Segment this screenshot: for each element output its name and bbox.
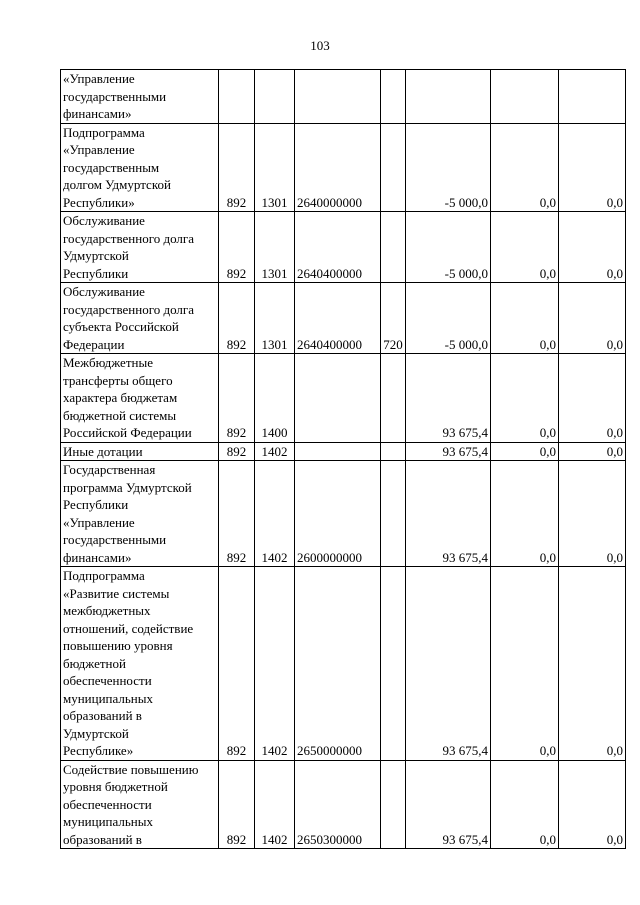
cell-s1: -5 000,0 [406, 283, 491, 354]
cell-gr [219, 70, 255, 124]
cell-s2: 0,0 [491, 760, 559, 849]
row-name-cell [61, 461, 219, 567]
row-name-line: Республики [63, 265, 129, 281]
cell-vr [381, 442, 406, 461]
row-name-line: финансами» [63, 106, 132, 121]
row-name-line: программа Удмуртской [63, 479, 192, 495]
table-row [61, 442, 626, 461]
cell-s1: 93 675,4 [406, 567, 491, 761]
cell-vr [381, 760, 406, 849]
page-number: 103 [310, 38, 330, 53]
cell-s2: 0,0 [491, 123, 559, 212]
cell-gr: 892 [219, 567, 255, 761]
cell-gr: 892 [219, 461, 255, 567]
cell-s2: 0,0 [491, 461, 559, 567]
cell-s1: -5 000,0 [406, 212, 491, 283]
cell-sec: 1400 [255, 354, 295, 443]
cell-csr: 2650300000 [295, 760, 381, 849]
row-name-line: отношений, содействие [63, 620, 194, 636]
row-name-line: Подпрограмма [63, 124, 145, 140]
row-name-line: Подпрограмма [63, 568, 145, 583]
row-name-line: межбюджетных [63, 603, 151, 618]
cell-s3: 0,0 [559, 212, 626, 283]
cell-vr [381, 354, 406, 443]
cell-s3: 0,0 [559, 354, 626, 443]
cell-s3: 0,0 [559, 461, 626, 567]
row-name-line: финансами» [63, 549, 132, 565]
table-row [61, 283, 626, 354]
cell-sec [255, 70, 295, 124]
table-body [61, 70, 626, 849]
row-name-line: «Управление [63, 71, 135, 86]
row-name-line: «Управление [63, 142, 135, 157]
cell-s2: 0,0 [491, 567, 559, 761]
row-name-line: «Развитие системы [63, 585, 170, 601]
row-name-line: образований в [63, 708, 142, 723]
row-name-line: Российской Федерации [63, 425, 192, 440]
row-name-line: муниципальных [63, 690, 154, 706]
table-row [61, 70, 626, 124]
cell-gr: 892 [219, 123, 255, 212]
row-name-line: Межбюджетные [63, 355, 153, 370]
row-name-cell [61, 354, 219, 443]
cell-s3: 0,0 [559, 760, 626, 849]
row-name-line: Государственная [63, 462, 156, 477]
cell-csr: 2640400000 [295, 212, 381, 283]
cell-s1: 93 675,4 [406, 760, 491, 849]
cell-sec: 1301 [255, 212, 295, 283]
row-name-line: субъекта Российской [63, 319, 179, 334]
row-name-line: Удмуртской [63, 248, 129, 263]
cell-vr [381, 567, 406, 761]
cell-s3: 0,0 [559, 567, 626, 761]
row-name-line: Республики» [63, 194, 135, 210]
table-row [61, 212, 626, 283]
cell-s2 [491, 70, 559, 124]
row-name-cell [61, 567, 219, 761]
row-name-cell [61, 760, 219, 849]
table-row [61, 461, 626, 567]
cell-csr: 2600000000 [295, 461, 381, 567]
cell-gr: 892 [219, 283, 255, 354]
row-name-line: Республике» [63, 743, 134, 758]
cell-csr [295, 70, 381, 124]
cell-sec: 1301 [255, 283, 295, 354]
row-name-cell [61, 442, 219, 461]
cell-s3: 0,0 [559, 283, 626, 354]
row-name-line: повышению уровня [63, 638, 173, 653]
row-name-line: бюджетной [63, 655, 126, 671]
row-name-cell [61, 283, 219, 354]
cell-csr: 2640400000 [295, 283, 381, 354]
table-row [61, 354, 626, 443]
cell-gr: 892 [219, 442, 255, 461]
cell-gr: 892 [219, 354, 255, 443]
row-name-line: Обслуживание [63, 213, 145, 228]
row-name-line: Удмуртской [63, 725, 129, 741]
table-row [61, 123, 626, 212]
cell-csr [295, 442, 381, 461]
row-name-line: обеспеченности [63, 673, 152, 688]
cell-s1: 93 675,4 [406, 354, 491, 443]
row-name-line: муниципальных [63, 814, 154, 829]
row-name-line: государственного долга [63, 301, 194, 317]
row-name-line: Федерации [63, 336, 125, 352]
cell-s1 [406, 70, 491, 124]
row-name-line: Республики [63, 497, 129, 512]
cell-sec: 1402 [255, 760, 295, 849]
row-name-line: государственного долга [63, 230, 194, 246]
row-name-line: Обслуживание [63, 284, 145, 299]
row-name-cell [61, 123, 219, 212]
cell-s2: 0,0 [491, 283, 559, 354]
cell-sec: 1402 [255, 567, 295, 761]
row-name-line: Содействие повышению [63, 761, 199, 777]
row-name-line: трансферты общего [63, 372, 173, 388]
row-name-cell [61, 212, 219, 283]
cell-vr [381, 123, 406, 212]
cell-gr: 892 [219, 760, 255, 849]
cell-s3 [559, 70, 626, 124]
table-row [61, 760, 626, 849]
cell-s2: 0,0 [491, 212, 559, 283]
cell-gr: 892 [219, 212, 255, 283]
cell-sec: 1402 [255, 442, 295, 461]
row-name-line: характера бюджетам [63, 390, 178, 405]
row-name-line: долгом Удмуртской [63, 177, 171, 192]
cell-s1: 93 675,4 [406, 461, 491, 567]
cell-s1: -5 000,0 [406, 123, 491, 212]
cell-sec: 1402 [255, 461, 295, 567]
cell-s2: 0,0 [491, 442, 559, 461]
row-name-line: государственными [63, 532, 167, 547]
cell-sec: 1301 [255, 123, 295, 212]
cell-vr: 720 [381, 283, 406, 354]
row-name-line: «Управление [63, 514, 135, 530]
row-name-line: государственным [63, 159, 160, 175]
row-name-line: обеспеченности [63, 796, 152, 812]
cell-vr [381, 70, 406, 124]
cell-csr [295, 354, 381, 443]
table-row [61, 567, 626, 761]
cell-s3: 0,0 [559, 123, 626, 212]
row-name-line: образований в [63, 831, 142, 847]
budget-table [60, 69, 626, 849]
cell-csr: 2640000000 [295, 123, 381, 212]
cell-vr [381, 461, 406, 567]
row-name-line: бюджетной системы [63, 407, 177, 423]
cell-s3: 0,0 [559, 442, 626, 461]
cell-s1: 93 675,4 [406, 442, 491, 461]
row-name-line: государственными [63, 88, 167, 104]
row-name-line: Иные дотации [63, 443, 143, 459]
row-name-cell [61, 70, 219, 124]
row-name-line: уровня бюджетной [63, 779, 168, 794]
cell-s2: 0,0 [491, 354, 559, 443]
cell-vr [381, 212, 406, 283]
cell-csr: 2650000000 [295, 567, 381, 761]
